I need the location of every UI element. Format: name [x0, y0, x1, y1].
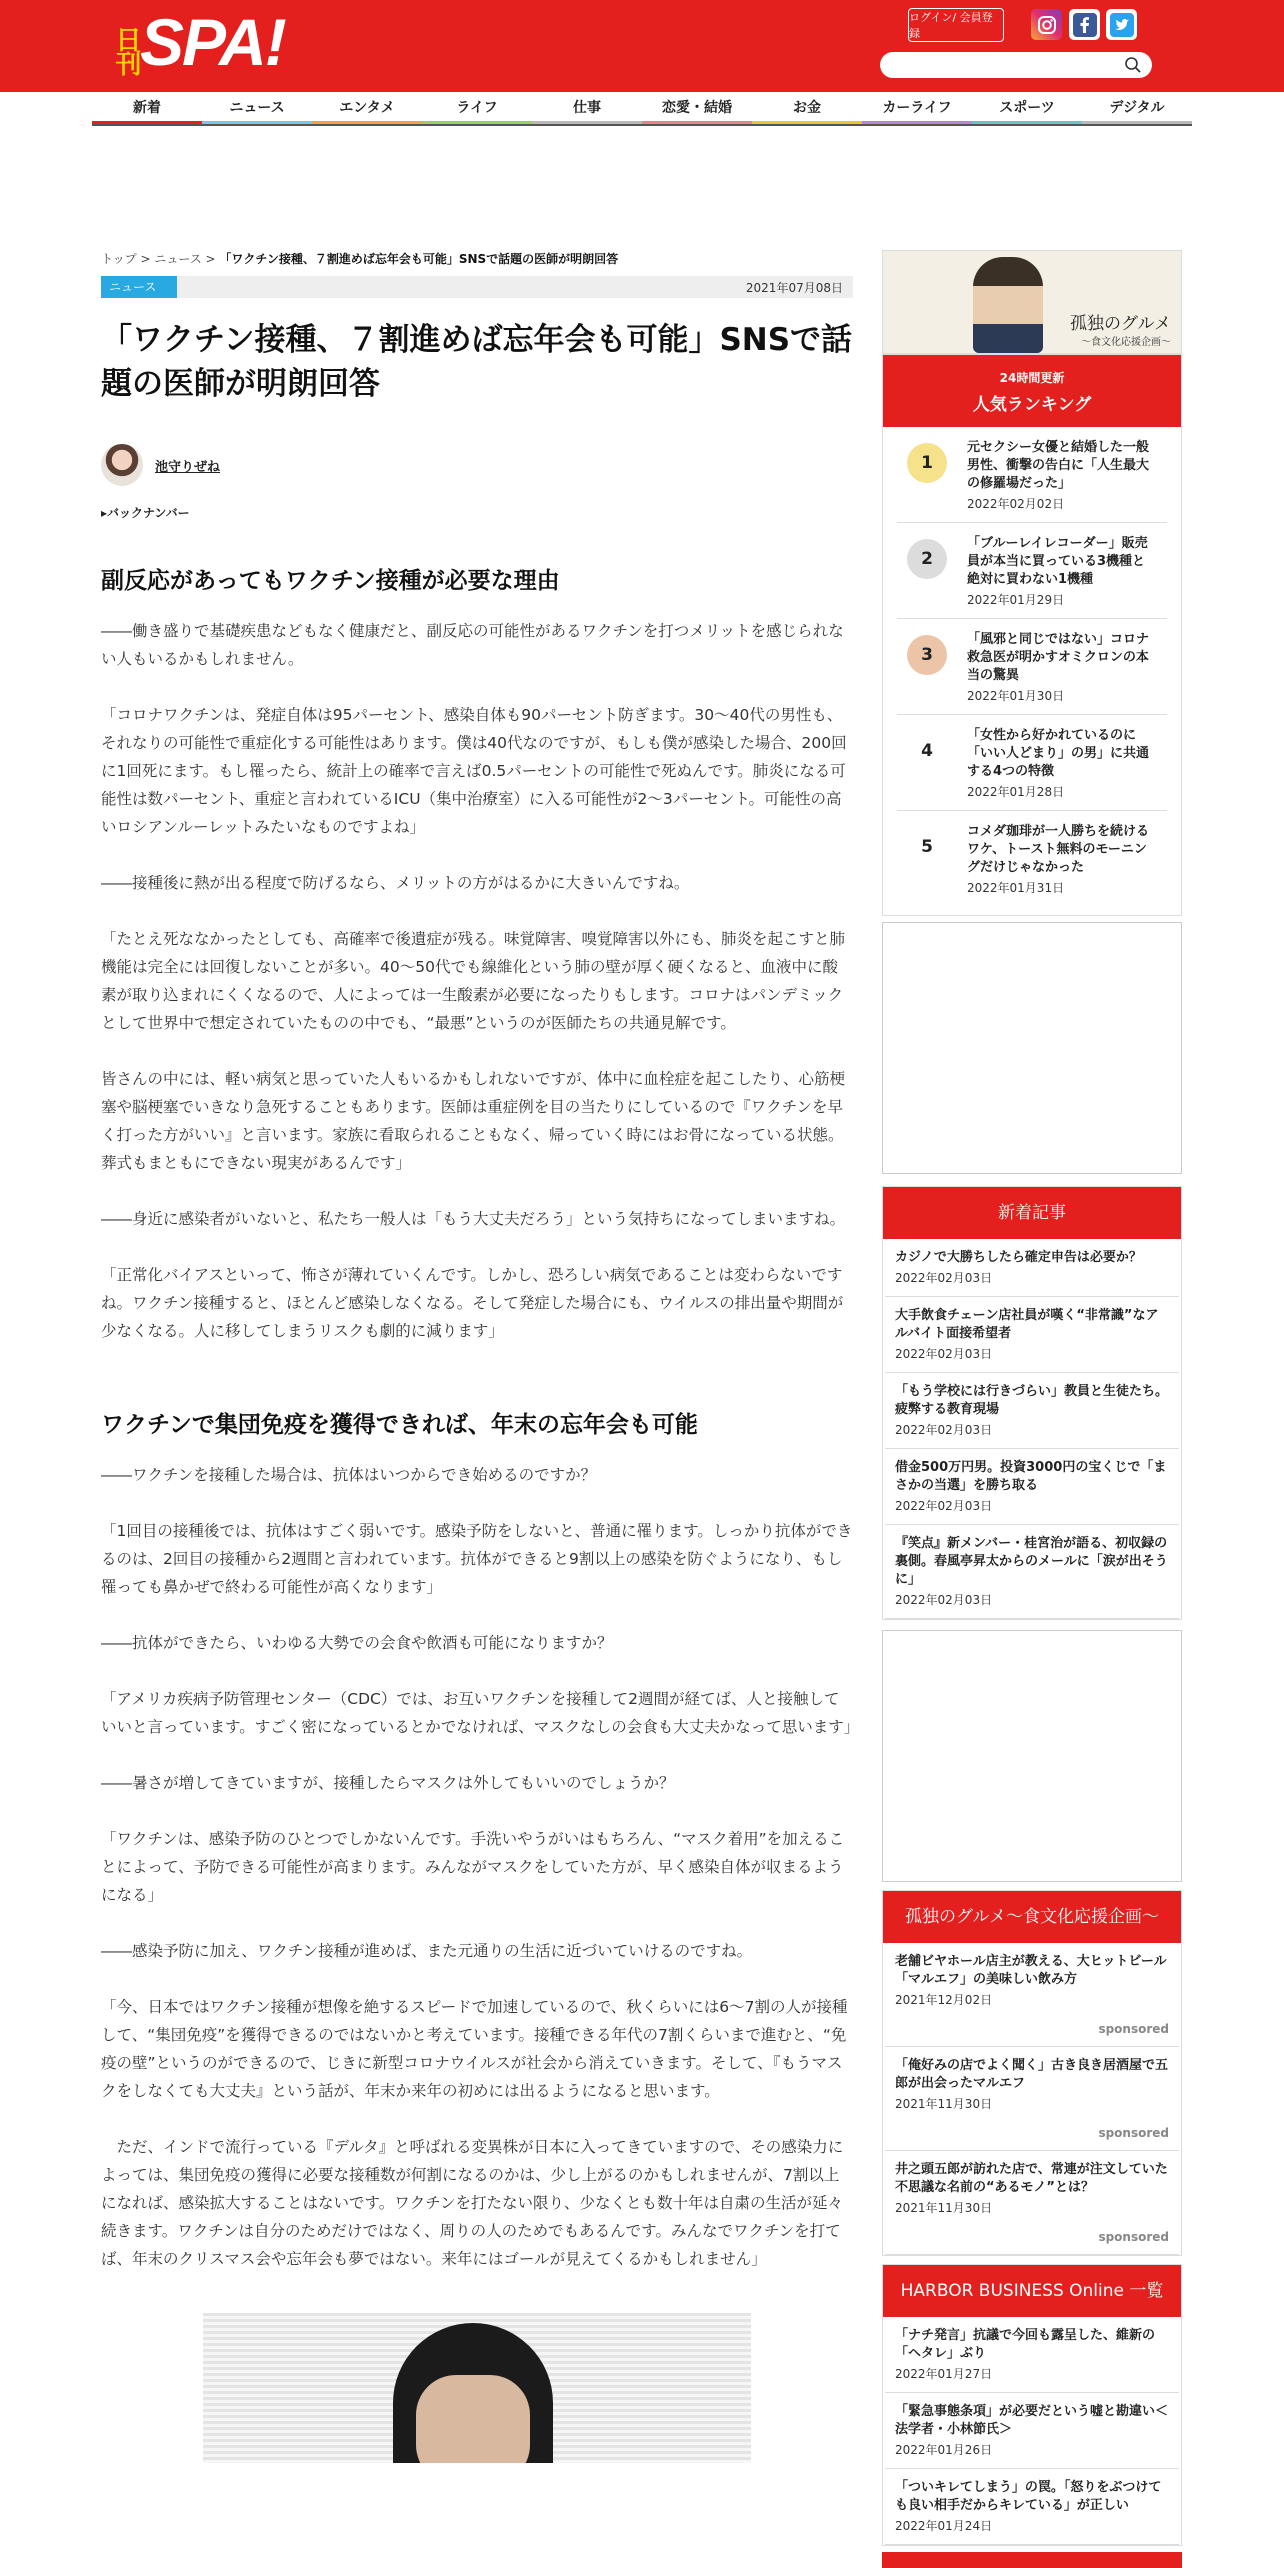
sponsored-label: sponsored: [1098, 2230, 1169, 2244]
ranking-item-date: 2022年02月02日: [967, 497, 1065, 511]
ranking-item[interactable]: [897, 715, 1167, 811]
paragraph: 「たとえ死ななかったとしても、高確率で後遺症が残る。味覚障害、嗅覚障害以外にも、肺炎を起こすと肺機能は完全には回復しないことが多い。40〜50代でも線維化という肺の壁が厚く硬くなると、血液中に酸素が取り込まれにくくなるので、人によっては一生酸素が必要になったりもします。コロナはパンデミックとして世界中で想定されていたものの中でも、“最悪”というのが医師たちの共通見解です。: [101, 930, 846, 1032]
ranking-header: [883, 355, 1181, 427]
paragraph: ――接種後に熱が出る程度で防げるなら、メリットの方がはるかに大きいんですね。: [101, 874, 690, 892]
list-item-title[interactable]: 井之頭五郎が訪れた店で、常連が注文していた不思議な名前の“あるモノ”とは？: [895, 2162, 1168, 2195]
paragraph: 「今、日本ではワクチン接種が想像を絶するスピードで加速しているので、秋くらいには6〜7割の人が接種して、“集団免疫”を獲得できるのではないかと考えています。接種できる年代の7割くらいまで進むと、“免疫の壁”というのができるので、じきに新型コロナウイルスが社会から消えていきます。そして、『もうマスクをしなくても大丈夫』という話が、年末か来年の初めには出るようになると思います。: [101, 1998, 848, 2100]
paragraph: 「コロナワクチンは、発症自体は95パーセント、感染自体も90パーセント防ぎます。30〜40代の男性も、それなりの可能性で重症化する可能性はあります。僕は40代なのですが、もしも僕が感染した場合、200回に1回死にます。もし罹ったら、統計上の確率で言えば0.5パーセントの可能性で死ぬんです。肺炎になる可能性は数パーセント、重症と言われているICU（集中治療室）に入る可能性が2〜3パーセント。可能性の高いロシアンルーレットみたいなものですよね」: [101, 706, 847, 836]
ranking-item-title[interactable]: 「ブルーレイレコーダー」販売員が本当に買っている3機種と絶対に買わない1機種: [967, 536, 1148, 587]
ranking-item[interactable]: [897, 811, 1167, 907]
ranking-item-date: 2022年01月30日: [967, 689, 1065, 703]
paragraph: ――感染予防に加え、ワクチン接種が進めば、また元通りの生活に近づいていけるのですね。: [101, 1942, 753, 1960]
list-item[interactable]: [885, 1297, 1179, 1373]
banner-subtitle: 〜食文化応援企画〜: [1081, 337, 1171, 348]
nav-item-label: ライフ: [456, 100, 498, 116]
nav-item-label: 仕事: [573, 100, 601, 116]
manga-character-image: [973, 257, 1043, 353]
list-item-title[interactable]: 大手飲食チェーン店社員が嘆く“非常識”なアルバイト面接希望者: [895, 1308, 1159, 1341]
nav-item[interactable]: [312, 94, 422, 124]
ranking-item-title[interactable]: 「女性から好かれているのに「いい人どまり」の男」に共通する4つの特徴: [967, 728, 1150, 779]
nav-item[interactable]: [422, 94, 532, 124]
article-title: 「ワクチン接種、７割進めば忘年会も可能」SNSで話題の医師が明朗回答: [101, 322, 853, 402]
rank-number: 2: [907, 539, 947, 579]
list-item-date: 2022年02月03日: [895, 1499, 993, 1513]
list-item-title[interactable]: 「もう学校には行きづらい」教員と生徒たち。疲弊する教育現場: [895, 1384, 1169, 1417]
publish-date: 2021年07月08日: [745, 281, 843, 295]
nav-item[interactable]: [92, 94, 202, 124]
ranking-item-date: 2022年01月31日: [967, 881, 1065, 895]
breadcrumb-top-link[interactable]: トップ: [101, 252, 137, 266]
list-item[interactable]: [885, 1239, 1179, 1297]
nav-item-underline: [642, 121, 752, 124]
section-body: [101, 617, 853, 1345]
search-icon[interactable]: [1124, 56, 1142, 74]
section-body: [101, 1461, 860, 2273]
ranking-item-date: 2022年01月29日: [967, 593, 1065, 607]
list-item-date: 2022年02月03日: [895, 1593, 993, 1607]
list-item[interactable]: [885, 1449, 1179, 1525]
paragraph: ――抗体ができたら、いわゆる大勢での会食や飲酒も可能になりますか？: [101, 1634, 613, 1652]
nav-item-underline: [862, 121, 972, 124]
backnumber-link[interactable]: ▸バックナンバー: [101, 506, 190, 520]
category-badge[interactable]: ニュース: [101, 276, 177, 298]
nav-item-underline: [972, 121, 1082, 124]
list-item-title[interactable]: 『笑点』新メンバー・桂宮治が語る、初収録の裏側。春風亭昇太からのメールに「涙が出そうに」: [895, 1536, 1168, 1587]
list-item-date: 2022年02月03日: [895, 1423, 993, 1437]
category-nav: [92, 94, 1192, 126]
nav-item[interactable]: [862, 94, 972, 124]
list-item-title[interactable]: 「俺好みの店でよく聞く」古き良き居酒屋で五郎が出会ったマルエフ: [895, 2058, 1169, 2091]
ranking-item-title[interactable]: 「風邪と同じではない」コロナ救急医が明かすオミクロンの本当の驚異: [967, 632, 1150, 683]
site-header: [0, 0, 1284, 92]
paragraph: ただ、インドで流行っている『デルタ』と呼ばれる変異株が日本に入ってきていますので、その感染力によっては、集団免疫の獲得に必要な接種数が何割になるのかは、少し上がるのかもしれませんが、7割以上になれば、感染拡大することはないです。ワクチンを打たない限り、少なくとも数十年は自粛の生活が延々続きます。ワクチンは自分のためだけではなく、周りの人のためでもあるんです。みんなでワクチンを打てば、年末のクリスマス会や忘年会も夢ではない。来年にはゴールが見えてくるかもしれません」: [101, 2138, 844, 2268]
nav-item-label: 新着: [133, 100, 161, 116]
nav-item-underline: [752, 121, 862, 124]
ranking-item[interactable]: [897, 619, 1167, 715]
list-item-date: 2022年02月03日: [895, 1271, 993, 1285]
logo-main-text: SPA!: [140, 5, 285, 79]
breadcrumb-current: 「ワクチン接種、７割進めば忘年会も可能」SNSで話題の医師が明朗回答: [219, 252, 619, 266]
ranking-title: 人気ランキング: [972, 395, 1092, 415]
nav-item-underline: [202, 121, 312, 124]
ad-slot: [882, 922, 1182, 1174]
nav-item[interactable]: [202, 94, 312, 124]
ranking-item[interactable]: [897, 427, 1167, 523]
search-input[interactable]: [880, 52, 1152, 78]
list-item[interactable]: [885, 2469, 1179, 2545]
ranking-update-label: 24時間更新: [999, 371, 1065, 385]
harbor-business-box: [882, 2264, 1182, 2546]
nav-item-label: エンタメ: [339, 100, 395, 116]
list-item[interactable]: [885, 1943, 1179, 2047]
interview-photo: [203, 2313, 751, 2463]
nav-item-underline: [92, 121, 202, 124]
list-item-date: 2021年11月30日: [895, 2097, 993, 2111]
nav-item[interactable]: [1082, 94, 1192, 124]
list-item-title[interactable]: 「緊急事態条項」が必要だという嘘と勘違い＜法学者・小林節氏＞: [895, 2404, 1169, 2437]
list-item-title[interactable]: 借金500万円男。投資3000円の宝くじで「まさかの当選」を勝ち取る: [895, 1460, 1167, 1493]
nav-item-underline: [532, 121, 642, 124]
author-name-link[interactable]: 池守りぜね: [155, 459, 221, 475]
list-item-date: 2022年01月27日: [895, 2367, 993, 2381]
list-item[interactable]: [885, 1373, 1179, 1449]
list-item-date: 2021年11月30日: [895, 2201, 993, 2215]
instagram-icon[interactable]: [1031, 9, 1062, 40]
ranking-item-date: 2022年01月28日: [967, 785, 1065, 799]
login-button[interactable]: ログイン/ 会員登録: [908, 8, 1004, 42]
breadcrumb-category-link[interactable]: ニュース: [154, 252, 202, 266]
rank-number: 4: [907, 731, 947, 771]
section-heading: 副反応があってもワクチン接種が必要な理由: [101, 568, 560, 594]
rank-number: 5: [907, 827, 947, 867]
paragraph: 皆さんの中には、軽い病気と思っていた人もいるかもしれないですが、体中に血栓症を起こしたり、心筋梗塞や脳梗塞でいきなり急死することもあります。医師は重症例を目の当たりにしているので『ワクチンを早く打った方がいい』と言います。家族に看取られることもなく、帰っていく時にはお骨になっている状態。葬式もまともにできない現実があるんです」: [101, 1070, 846, 1172]
facebook-icon[interactable]: [1069, 9, 1100, 40]
twitter-icon[interactable]: [1106, 9, 1137, 40]
logo-small-text: 日刊: [111, 26, 141, 74]
nav-item-label: スポーツ: [999, 100, 1055, 116]
nav-item[interactable]: [972, 94, 1082, 124]
list-item-date: 2022年01月26日: [895, 2443, 993, 2457]
list-item-date: 2021年12月02日: [895, 1993, 993, 2007]
list-item-date: 2022年01月24日: [895, 2519, 993, 2533]
ranking-item-title[interactable]: 元セクシー女優と結婚した一般男性、衝撃の告白に「人生最大の修羅場だった」: [967, 440, 1150, 491]
paragraph: 「1回目の接種後では、抗体はすごく弱いです。感染予防をしないと、普通に罹ります。しっかり抗体ができるのは、2回目の接種から2週間と言われています。抗体ができると9割以上の感染を防ぐようになり、もし罹っても鼻かぜで終わる可能性が高くなります」: [101, 1522, 853, 1596]
sidebar-next-section: [882, 2552, 1182, 2568]
rank-number: 3: [907, 635, 947, 675]
paragraph: 「ワクチンは、感染予防のひとつでしかないんです。手洗いやうがいはもちろん、“マスク着用”を加えることによって、予防できる可能性が高まります。みんながマスクをしていた方が、早く感染自体が収まるようになる」: [101, 1830, 845, 1904]
sponsored-label: sponsored: [1098, 2126, 1169, 2140]
rank-number: 1: [907, 443, 947, 483]
ranking-item[interactable]: [897, 523, 1167, 619]
kodoku-banner[interactable]: [882, 250, 1182, 354]
sponsored-label: sponsored: [1098, 2022, 1169, 2036]
list-item[interactable]: [885, 2047, 1179, 2151]
site-logo[interactable]: [108, 5, 285, 79]
kodoku-articles-box: [882, 1890, 1182, 2256]
new-articles-title: 新着記事: [883, 1187, 1181, 1239]
ad-slot: [882, 1630, 1182, 1882]
list-item-title[interactable]: 「ナチ発言」抗議で今回も露呈した、維新の「ヘタレ」ぶり: [895, 2328, 1156, 2361]
nav-item-label: お金: [793, 100, 821, 116]
nav-item[interactable]: [752, 94, 862, 124]
list-item-date: 2022年02月03日: [895, 1347, 993, 1361]
kodoku-articles-title: 孤独のグルメ～食文化応援企画～: [883, 1891, 1181, 1943]
list-item-title[interactable]: 老舗ビヤホール店主が教える、大ヒットビール「マルエフ」の美味しい飲み方: [895, 1954, 1167, 1987]
author-avatar[interactable]: [101, 444, 143, 486]
list-item[interactable]: [885, 2393, 1179, 2469]
breadcrumb: トップ > ニュース > 「ワクチン接種、７割進めば忘年会も可能」SNSで話題の医師が明朗回答: [101, 252, 619, 266]
article-main: [101, 250, 860, 2463]
list-item[interactable]: [885, 1525, 1179, 1619]
paragraph: ――暑さが増してきていますが、接種したらマスクは外してもいいのでしょうか？: [101, 1774, 675, 1792]
article-meta: [101, 276, 853, 298]
list-item[interactable]: [885, 2151, 1179, 2255]
author-block: [101, 444, 853, 486]
nav-item-label: デジタル: [1109, 100, 1165, 116]
list-item-title[interactable]: カジノで大勝ちしたら確定申告は必要か？: [895, 1250, 1142, 1265]
nav-item-underline: [422, 121, 532, 124]
harbor-business-title: HARBOR BUSINESS Online 一覧: [883, 2265, 1181, 2317]
new-articles-box: [882, 1186, 1182, 1620]
banner-title: 孤独のグルメ: [1070, 314, 1171, 334]
paragraph: ――ワクチンを接種した場合は、抗体はいつからでき始めるのですか？: [101, 1466, 597, 1484]
list-item-title[interactable]: 「ついキレてしまう」の罠。「怒りをぶつけても良い相手だからキレている」が正しい: [895, 2480, 1162, 2513]
paragraph: ――働き盛りで基礎疾患などもなく健康だと、副反応の可能性があるワクチンを打つメリットを感じられない人もいるかもしれません。: [101, 622, 844, 668]
paragraph: 「アメリカ疾病予防管理センター（CDC）では、お互いワクチンを接種して2週間が経てば、人と接触していいと言っています。すごく密になっているとかでなければ、マスクなしの会食も大丈夫かなって思います」: [101, 1690, 860, 1736]
ranking-box: [882, 354, 1182, 916]
list-item[interactable]: [885, 2317, 1179, 2393]
sidebar: [882, 250, 1182, 2546]
paragraph: 「正常化バイアスといって、怖さが薄れていくんです。しかし、恐ろしい病気であることは変わらないですね。ワクチン接種すると、ほとんど感染しなくなる。そして発症した場合にも、ウイルスの排出量や期間が少なくなる。人に移してしまうリスクも劇的に減ります」: [101, 1266, 844, 1340]
nav-item-underline: [312, 121, 422, 124]
section-heading: ワクチンで集団免疫を獲得できれば、年末の忘年会も可能: [101, 1412, 698, 1438]
nav-item-label: ニュース: [229, 100, 285, 116]
paragraph: ――身近に感染者がいないと、私たち一般人は「もう大丈夫だろう」という気持ちになってしまいますね。: [101, 1210, 846, 1228]
nav-item[interactable]: [642, 94, 752, 124]
nav-item-label: カーライフ: [882, 100, 952, 116]
nav-item[interactable]: [532, 94, 642, 124]
nav-item-label: 恋愛・結婚: [662, 100, 732, 116]
nav-item-underline: [1082, 121, 1192, 124]
ranking-item-title[interactable]: コメダ珈琲が一人勝ちを続けるワケ、トースト無料のモーニングだけじゃなかった: [967, 824, 1150, 875]
